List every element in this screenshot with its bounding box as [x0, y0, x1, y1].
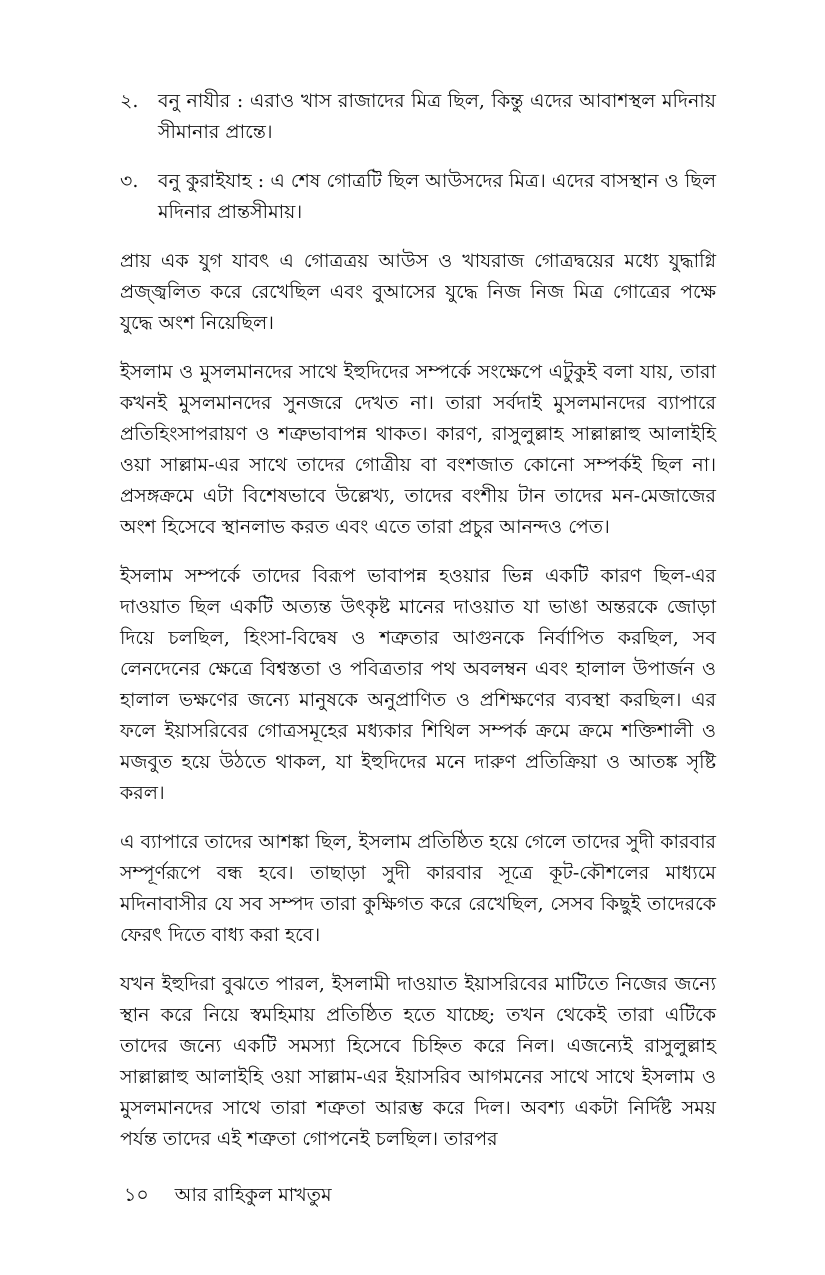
list-item-text: বনু নাযীর : এরাও খাস রাজাদের মিত্র ছিল, কিন্তু এদের আবাশস্থল মদিনায় সীমানার প্রান্তে। — [158, 90, 716, 143]
list-item — [120, 86, 716, 148]
paragraph: যখন ইহুদিরা বুঝতে পারল, ইসলামী দাওয়াত ইয়াসরিবের মাটিতে নিজের জন্যে স্থান করে নিয়ে স্বমহিমায় প্রতিষ্ঠিত হতে যাচ্ছে; তখন থেকেই তারা এটিকে তাদের জন্যে একটি সমস্যা হিসেবে চিহ্নিত করে নিল। এজন্যেই রাসুলুল্লাহ সাল্লাল্লাহু আলাইহি ওয়া সাল্লাম-এর ইয়াসরিব আগমনের সাথে সাথে ইসলাম ও মুসলমানদের সাথে তারা শত্রুতা আরম্ভ করে দিল। অবশ্য একটা নির্দিষ্ট সময় পর্যন্ত তাদের এই শত্রুতা গোপনেই চলছিল। তারপর — [120, 973, 716, 1150]
page-number: ১০ — [124, 1184, 149, 1206]
list-item — [120, 166, 716, 228]
list-item-number: ৩. — [120, 170, 139, 192]
page-content — [120, 86, 716, 1173]
list-item-number: ২. — [120, 90, 139, 112]
book-title: আর রাহিকুল মাখতুম — [174, 1184, 332, 1206]
paragraph: প্রায় এক যুগ যাবৎ এ গোত্রত্রয় আউস ও খাযরাজ গোত্রদ্বয়ের মধ্যে যুদ্ধাগ্নি প্রজ্জ্বলিত করে রেখেছিল এবং বুআসের যুদ্ধে নিজ নিজ মিত্র গোত্রের পক্ষে যুদ্ধে অংশ নিয়েছিল। — [120, 250, 716, 334]
list-item-text: বনু কুরাইযাহ : এ শেষ গোত্রটি ছিল আউসদের মিত্র। এদের বাসস্থান ও ছিল মদিনার প্রান্তসীমায়। — [158, 170, 716, 223]
paragraph: ইসলাম ও মুসলমানদের সাথে ইহুদিদের সম্পর্কে সংক্ষেপে এটুকুই বলা যায়, তারা কখনই মুসলমানদের সুনজরে দেখত না। তারা সর্বদাই মুসলমানদের ব্যাপারে প্রতিহিংসাপরায়ণ ও শত্রুভাবাপন্ন থাকত। কারণ, রাসুলুল্লাহ সাল্লাল্লাহু আলাইহি ওয়া সাল্লাম-এর সাথে তাদের গোত্রীয় বা বংশজাত কোনো সম্পর্কই ছিল না। প্রসঙ্গক্রমে এটা বিশেষভাবে উল্লেখ্য, তাদের বংশীয় টান তাদের মন-মেজাজের অংশ হিসেবে স্থানলাভ করত এবং এতে তারা প্রচুর আনন্দও পেত। — [120, 361, 716, 538]
page-footer — [124, 1180, 332, 1211]
paragraph: এ ব্যাপারে তাদের আশঙ্কা ছিল, ইসলাম প্রতিষ্ঠিত হয়ে গেলে তাদের সুদী কারবার সম্পূর্ণরূপে বন্ধ হবে। তাছাড়া সুদী কারবার সূত্রে কূট-কৌশলের মাধ্যমে মদিনাবাসীর যে সব সম্পদ তারা কুক্ষিগত করে রেখেছিল, সেসব কিছুই তাদেরকে ফেরৎ দিতে বাধ্য করা হবে। — [120, 831, 716, 946]
paragraph: ইসলাম সম্পর্কে তাদের বিরূপ ভাবাপন্ন হওয়ার ভিন্ন একটি কারণ ছিল-এর দাওয়াত ছিল একটি অত্যন্ত উৎকৃষ্ট মানের দাওয়াত যা ভাঙা অন্তরকে জোড়া দিয়ে চলছিল, হিংসা-বিদ্বেষ ও শত্রুতার আগুনকে নির্বাপিত করছিল, সব লেনদেনের ক্ষেত্রে বিশ্বস্ততা ও পবিত্রতার পথ অবলম্বন এবং হালাল উপার্জন ও হালাল ভক্ষণের জন্যে মানুষকে অনুপ্রাণিত ও প্রশিক্ষণের ব্যবস্থা করছিল। এর ফলে ইয়াসরিবের গোত্রসমূহের মধ্যকার শিথিল সম্পর্ক ক্রমে ক্রমে শক্তিশালী ও মজবুত হয়ে উঠতে থাকল, যা ইহুদিদের মনে দারুণ প্রতিক্রিয়া ও আতঙ্ক সৃষ্টি করল। — [120, 565, 716, 804]
